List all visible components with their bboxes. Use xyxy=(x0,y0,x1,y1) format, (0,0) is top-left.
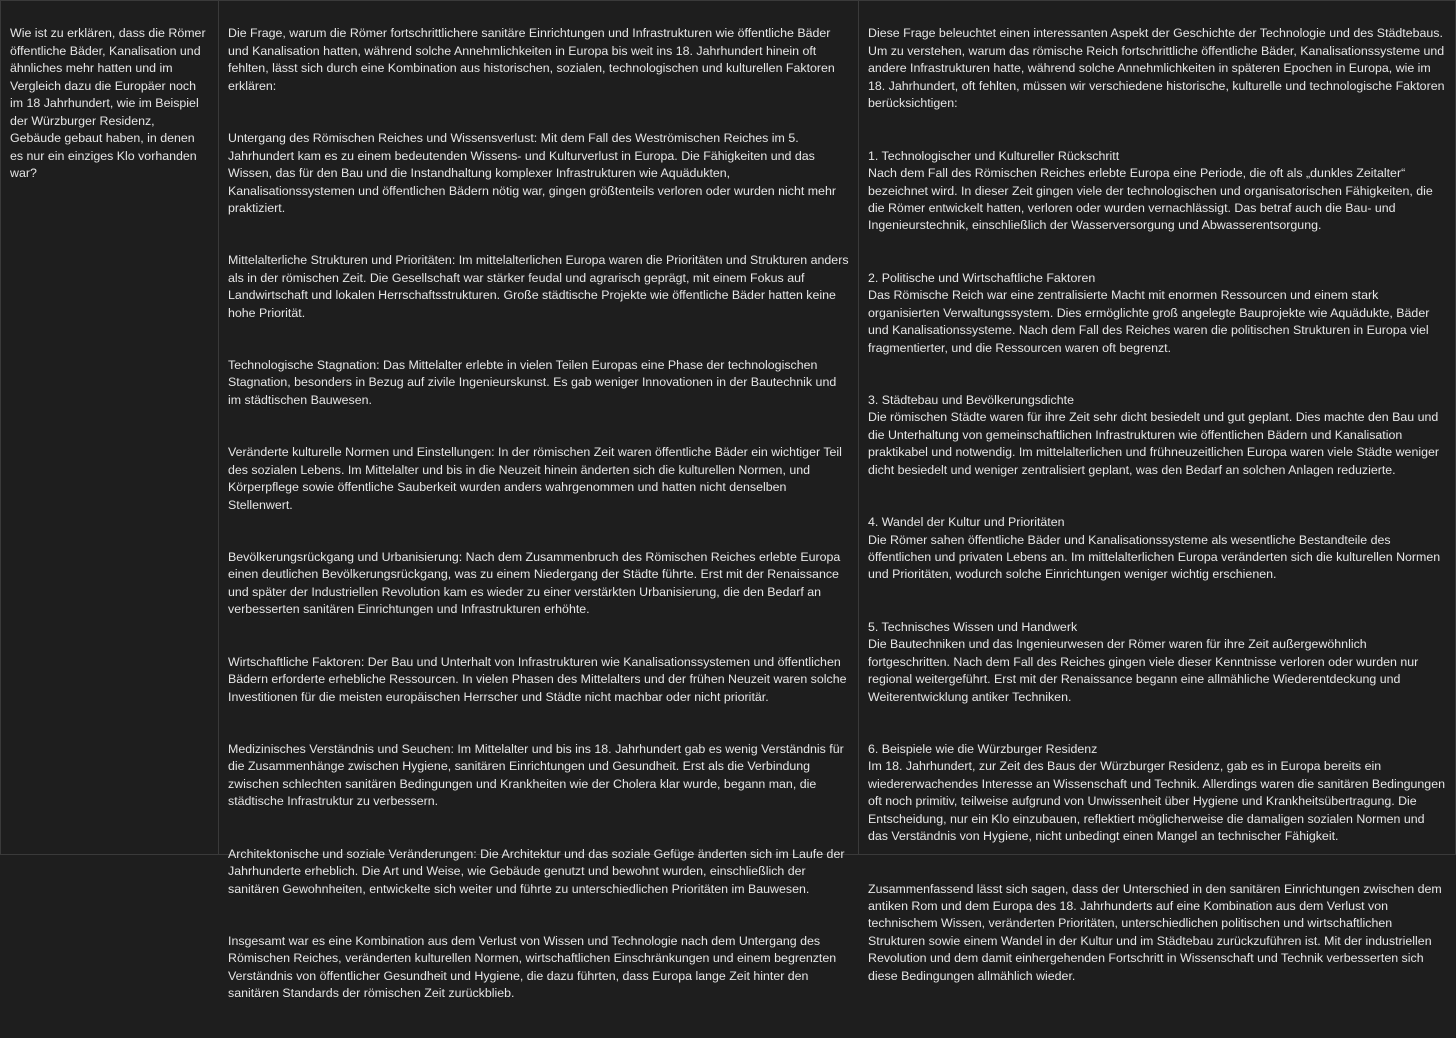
question-text: Wie ist zu erklären, dass die Römer öffentliche Bäder, Kanalisation und ähnliches mehr hatten und im Vergleich dazu die Europäer noch im 18 Jahrhundert, wie im Beispiel der Würzburger Residenz, Gebäude gebaut haben, in denen es nur ein einziges Klo vorhanden war? xyxy=(10,26,206,181)
answer-a-paragraph: Wirtschaftliche Faktoren: Der Bau und Unterhalt von Infrastrukturen wie Kanalisationssystemen und öffentlichen Bädern erforderte erhebliche Ressourcen. In vielen Phasen des Mittelalters und der frühen Neuzeit waren solche Investitionen für die meisten europäischen Herrscher und Städte nicht machbar oder nicht prioritär. xyxy=(228,654,847,704)
answer-a-paragraph: Veränderte kulturelle Normen und Einstellungen: In der römischen Zeit waren öffentliche Bäder ein wichtiger Teil des sozialen Lebens. Im Mittelalter und bis in die Neuzeit hinein änderten sich die kulturellen Normen, und Körperpflege sowie öffentliche Sauberkeit wurden anders wahrgenommen und hatten nicht denselben Stellenwert. xyxy=(228,445,842,512)
answer-b-paragraph: 6. Beispiele wie die Würzburger Residenz Im 18. Jahrhundert, zur Zeit des Baus der Würzburger Residenz, gab es in Europa bereits ein wiedererwachendes Interesse an Wissenschaft und Technik. Allerdings waren die sanitären Bedingungen oft noch primitiv, teilweise aufgrund von Unwissenheit über Hygiene und Krankheitsübertragung. Die Entscheidung, nur ein Klo einzubauen, reflektiert möglicherweise die damaligen sozialen Normen und das Verständnis von Hygiene, nicht unbedingt einen Mangel an technischer Fähigkeit. xyxy=(868,741,1445,844)
answer-b-paragraph: 3. Städtebau und Bevölkerungsdichte Die römischen Städte waren für ihre Zeit sehr dicht besiedelt und gut geplant. Dies machte den Bau und die Unterhaltung von gemeinschaftlichen Infrastrukturen wie öffentlichen Bädern und Kanalisation praktikabel und notwendig. Im mittelalterlichen und frühneuzeitlichen Europa waren viele Städte weniger dicht besiedelt und weniger zentralisiert geplant, was den Bedarf an solchen Anlagen reduzierte. xyxy=(868,392,1439,477)
answer-b-paragraph: Diese Frage beleuchtet einen interessanten Aspekt der Geschichte der Technologie und des Städtebaus. Um zu verstehen, warum das römische Reich fortschrittliche öffentliche Bäder, Kanalisationssysteme und andere Infrastrukturen hatte, während solche Annehmlichkeiten in späteren Epochen in Europa, wie im 18. Jahrhundert, oft fehlten, müssen wir verschiedene historische, kulturelle und technologische Faktoren berücksichtigen: xyxy=(868,26,1445,111)
answer-b-paragraph: 2. Politische und Wirtschaftliche Faktoren Das Römische Reich war eine zentralisierte Macht mit enormen Ressourcen und einem stark organisierten Verwaltungssystem. Dies ermöglichte groß angelegte Bauprojekte wie Aquädukte, Bäder und Kanalisationssysteme. Nach dem Fall des Reiches waren die politischen Strukturen in Europa viel fragmentierter, und die Ressourcen waren oft begrenzt. xyxy=(868,270,1430,355)
answer-b-paragraph: 1. Technologischer und Kultureller Rückschritt Nach dem Fall des Römischen Reiches erlebte Europa eine Periode, die oft als „dunkles Zeitalter“ bezeichnet wird. In dieser Zeit gingen viele der technologischen und organisatorischen Fähigkeiten, die die Römer entwickelt hatten, verloren oder wurden vernachlässigt. Das betraf auch die Bau- und Ingenieurstechnik, einschließlich der Wasserversorgung und Abwasserentsorgung. xyxy=(868,148,1433,233)
answer-a-paragraph: Insgesamt war es eine Kombination aus dem Verlust von Wissen und Technologie nach dem Untergang des Römischen Reiches, veränderten kulturellen Normen, wirtschaftlichen Einschränkungen und einem begrenzten Verständnis von öffentlicher Gesundheit und Hygiene, die dazu führten, dass Europa lange Zeit hinter den sanitären Standards der römischen Zeit zurückblieb. xyxy=(228,933,837,1001)
answer-a-paragraph: Untergang des Römischen Reiches und Wissensverlust: Mit dem Fall des Weströmischen Reiches im 5. Jahrhundert kam es zu einem bedeutenden Wissens- und Kulturverlust in Europa. Die Fähigkeiten und das Wissen, das für den Bau und die Instandhaltung komplexer Infrastrukturen wie Aquädukten, Kanalisationssystemen und öffentlichen Bädern nötig war, gingen größtenteils verloren oder wurden nicht mehr praktiziert. xyxy=(228,131,836,215)
answer-a-paragraph: Medizinisches Verständnis und Seuchen: Im Mittelalter und bis ins 18. Jahrhundert gab es wenig Verständnis für die Zusammenhänge zwischen Hygiene, sanitären Einrichtungen und Gesundheit. Erst als die Verbindung zwischen schlechten sanitären Bedingungen und Krankheiten wie der Cholera klar wurde, begann man, die städtische Infrastruktur zu verbessern. xyxy=(228,741,844,809)
answer-b-paragraph: 4. Wandel der Kultur und Prioritäten Die Römer sahen öffentliche Bäder und Kanalisationssysteme als wesentliche Bestandteile des öffentlichen und privaten Lebens an. Im mittelalterlichen Europa veränderten sich die kulturellen Normen und Prioritäten, wodurch solche Einrichtungen weniger wichtig erschienen. xyxy=(868,515,1441,582)
answer-b-paragraph: Zusammenfassend lässt sich sagen, dass der Unterschied in den sanitären Einrichtungen zwischen dem antiken Rom und dem Europa des 18. Jahrhunderts auf eine Kombination aus dem Verlust von technischem Wissen, veränderten Prioritäten, unterschiedlichen politischen und wirtschaftlichen Strukturen sowie einem Wandel in der Kultur und im Städtebau zurückzuführen ist. Mit der industriellen Revolution und dem damit einhergehenden Fortschritt in Wissenschaft und Technik verbesserten sich diese Bedingungen allmählich wieder. xyxy=(868,881,1442,983)
answer-a-paragraph: Mittelalterliche Strukturen und Prioritäten: Im mittelalterlichen Europa waren die Prioritäten und Strukturen anders als in der römischen Zeit. Die Gesellschaft war stärker feudal und agrarisch geprägt, mit einem Fokus auf Landwirtschaft und lokalen Herrschaftsstrukturen. Große städtische Projekte wie öffentliche Bäder hatten keine hohe Priorität. xyxy=(228,253,849,320)
answer-a-cell xyxy=(219,1,859,1001)
answer-b-cell xyxy=(859,1,1455,983)
answer-b-paragraph: 5. Technisches Wissen und Handwerk Die Bautechniken und das Ingenieurwesen der Römer waren für ihre Zeit außergewöhnlich fortgeschritten. Nach dem Fall des Reiches gingen viele dieser Kenntnisse verloren oder wurden nur regional weitergeführt. Erst mit der Renaissance begann eine allmähliche Wiederentdeckung und Weiterentwicklung antiker Techniken. xyxy=(868,619,1419,704)
answer-a-paragraph: Bevölkerungsrückgang und Urbanisierung: Nach dem Zusammenbruch des Römischen Reiches erlebte Europa einen deutlichen Bevölkerungsrückgang, was zu einem Niedergang der Städte führte. Erst mit der Renaissance und später der Industriellen Revolution kam es wieder zu einer verstärkten Urbanisierung, die den Bedarf an verbesserten sanitären Einrichtungen und Infrastrukturen erhöhte. xyxy=(228,549,841,617)
answer-a-paragraph: Die Frage, warum die Römer fortschrittlichere sanitäre Einrichtungen und Infrastrukturen wie öffentliche Bäder und Kanalisation hatten, während solche Annehmlichkeiten in Europa bis weit ins 18. Jahrhundert hinein oft fehlten, lässt sich durch eine Kombination aus historischen, sozialen, technologischen und kulturellen Faktoren erklären: xyxy=(228,26,835,93)
answer-a-paragraph: Architektonische und soziale Veränderungen: Die Architektur und das soziale Gefüge änderten sich im Laufe der Jahrhunderte erheblich. Die Art und Weise, wie Gebäude genutzt und bewohnt wurden, einschließlich der sanitären Gewohnheiten, entwickelte sich weiter und führte zu unterschiedlichen Prioritäten im Bauwesen. xyxy=(228,846,845,896)
question-cell xyxy=(1,1,219,854)
answer-a-paragraph: Technologische Stagnation: Das Mittelalter erlebte in vielen Teilen Europas eine Phase der technologischen Stagnation, besonders in Bezug auf zivile Ingenieurskunst. Es gab weniger Innovationen in der Bautechnik und im städtischen Bauwesen. xyxy=(228,358,837,407)
